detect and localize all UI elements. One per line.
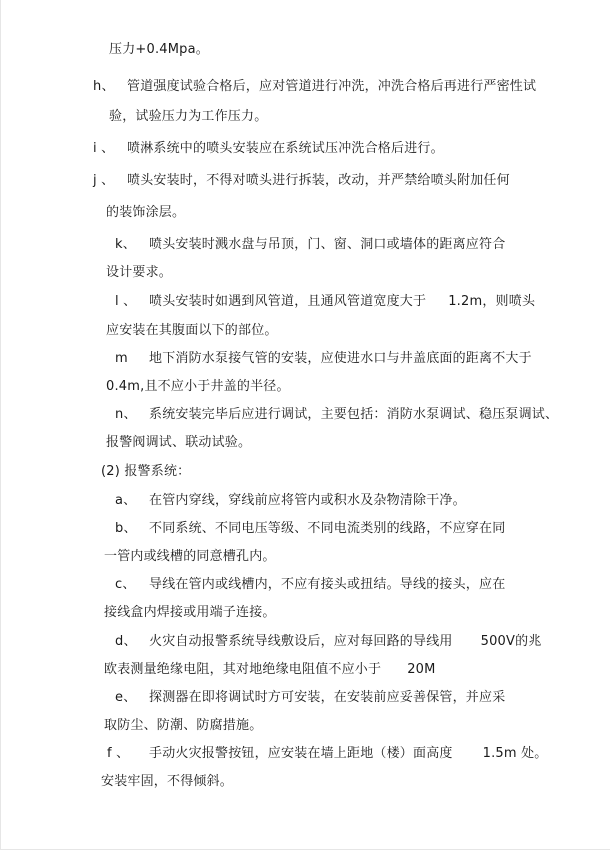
list-item-e [115, 690, 505, 706]
line-text: 手动火灾报警按钮，应安装在墙上距地（楼）面高度 [149, 746, 453, 761]
line-text: 喷淋系统中的喷头安装应在系统试压冲洗合格后进行。 [127, 141, 444, 156]
list-marker: j 、 [93, 173, 115, 188]
list-item-d [115, 634, 542, 650]
line-text: 不同系统、不同电压等级、不同电流类别的线路，不应穿在同 [149, 521, 506, 536]
text-line [104, 549, 276, 565]
list-item-f [107, 746, 547, 762]
list-marker: a、 [115, 493, 137, 508]
line-text: 导线在管内或线槽内，不应有接头或扭结。导线的接头，应在 [149, 577, 506, 592]
line-text: 0.4m,且不应小于井盖的半径。 [106, 379, 290, 394]
line-text: 安装牢固，不得倾斜。 [101, 774, 234, 789]
list-marker: l 、 [115, 294, 137, 309]
list-item-c [115, 577, 505, 593]
text-line [106, 435, 251, 451]
text-line [109, 109, 267, 125]
list-marker: m [115, 351, 128, 366]
line-text: 喷头安装时，不得对喷头进行拆装，改动，并严禁给喷头附加任何 [127, 173, 510, 188]
text-line [104, 718, 262, 734]
line-text: 压力+0.4Mpa。 [109, 42, 210, 57]
line-text: 喷头安装时如遇到风管道，且通风管道宽度大于 [149, 294, 427, 309]
list-marker: h、 [93, 79, 115, 94]
list-marker: e、 [115, 690, 137, 705]
text-line [104, 605, 276, 621]
line-text: 的装饰涂层。 [106, 205, 186, 220]
line-text: 接线盒内焊接或用端子连接。 [104, 605, 276, 620]
line-text-tail: 500V的兆 [480, 634, 542, 649]
line-text: 报警阀调试、联动试验。 [106, 435, 252, 450]
list-item-a [115, 493, 466, 509]
line-text: 欧表测量绝缘电阻，其对地绝缘电阻值不应小于 [104, 662, 382, 677]
list-marker: c、 [115, 577, 136, 592]
text-line [106, 265, 172, 281]
list-item-b [115, 521, 505, 537]
list-marker: b、 [115, 521, 137, 536]
list-item-m [115, 351, 532, 367]
line-text-tail: 1.5m 处。 [482, 746, 548, 761]
list-item-j [93, 173, 510, 189]
line-text: (2) 报警系统： [101, 464, 191, 479]
list-item-k [115, 237, 505, 253]
line-text: 一管内或线槽的同意槽孔内。 [104, 549, 276, 564]
line-text: 地下消防水泵接气管的安装，应使进水口与井盖底面的距离不大于 [149, 351, 532, 366]
list-item-l [115, 294, 535, 310]
line-text-tail: 1.2m，则喷头 [448, 294, 536, 309]
list-item-h [93, 79, 536, 95]
line-text: 应安装在其腹面以下的部位。 [106, 323, 278, 338]
list-marker: n、 [115, 407, 137, 422]
line-text: 系统安装完毕后应进行调试，主要包括：消防水泵调试、稳压泵调试、 [149, 407, 559, 422]
text-line [104, 662, 436, 678]
line-text: 验，试验压力为工作压力。 [109, 109, 268, 124]
list-marker: k、 [115, 237, 136, 252]
text-line [106, 379, 290, 395]
list-item-n [115, 407, 558, 423]
text-line [106, 323, 278, 339]
text-line [101, 774, 233, 790]
list-marker: d、 [115, 634, 137, 649]
line-text: 喷头安装时溅水盘与吊顶，门、窗、洞口或墙体的距离应符合 [149, 237, 506, 252]
line-text: 管道强度试验合格后，应对管道进行冲洗，冲洗合格后再进行严密性试 [127, 79, 537, 94]
list-marker: f 、 [107, 746, 130, 761]
line-text-tail: 20M [407, 662, 436, 677]
text-line [109, 42, 209, 58]
line-text: 探测器在即将调试时方可安装，在安装前应妥善保管，并应采 [149, 690, 506, 705]
line-text: 设计要求。 [106, 265, 173, 280]
section-heading [101, 464, 190, 480]
line-text: 在管内穿线，穿线前应将管内或积水及杂物清除干净。 [149, 493, 466, 508]
list-marker: i 、 [93, 141, 115, 156]
text-line [106, 205, 185, 221]
list-item-i [93, 141, 444, 157]
line-text: 取防尘、防潮、防腐措施。 [104, 718, 263, 733]
line-text: 火灾自动报警系统导线敷设后，应对每回路的导线用 [149, 634, 453, 649]
